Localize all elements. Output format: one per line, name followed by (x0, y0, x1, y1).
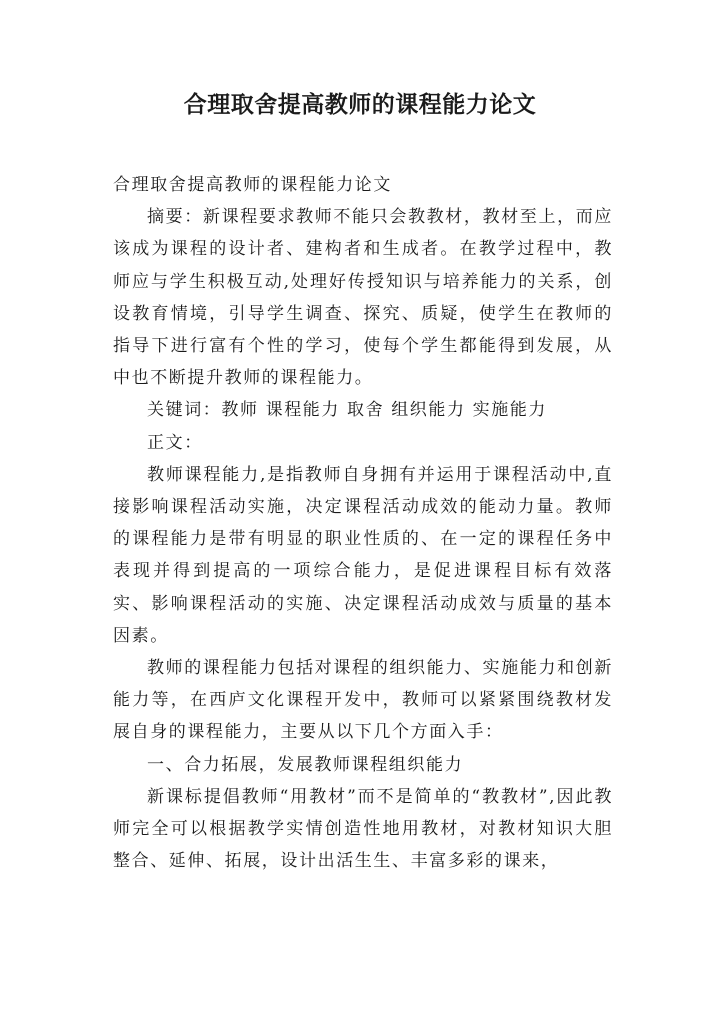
paragraph-components: 教师的课程能力包括对课程的组织能力、实施能力和创新能力等，在西庐文化课程开发中，教师可以紧紧围绕教材发展自身的课程能力，主要从以下几个方面入手： (113, 658, 613, 743)
paragraph-abstract: 摘要：新课程要求教师不能只会教教材，教材至上，而应该成为课程的设计者、建构者和生成者。在教学过程中，教师应与学生积极互动,处理好传授知识与培养能力的关系，创设教育情境，引导学生调查、探究、质疑，使学生在教师的指导下进行富有个性的学习，使每个学生都能得到发展，从中也不断提升教师的课程能力。 (113, 207, 613, 389)
paragraph-body-label: 正文： (147, 432, 203, 453)
paragraph-section-one: 新课标提倡教师“用教材”而不是简单的“教教材”,因此教师完全可以根据教学实情创造性地用教材，对教材知识大胆整合、延伸、拓展，设计出活生生、丰富多彩的课来， (113, 786, 613, 872)
document-body (113, 169, 613, 877)
paragraph-heading: 合理取舍提高教师的课程能力论文 (113, 175, 392, 195)
document-title: 合理取舍提高教师的课程能力论文 (183, 92, 537, 118)
paragraph-definition: 教师课程能力,是指教师自身拥有并运用于课程活动中,直接影响课程活动实施，决定课程活动成效的能动力量。教师的课程能力是带有明显的职业性质的、在一定的课程任务中表现并得到提高的一项综合能力，是促进课程目标有效落实、影响课程活动的实施、决定课程活动成效与质量的基本因素。 (113, 464, 613, 646)
paragraph-keywords: 关键词：教师 课程能力 取舍 组织能力 实施能力 (147, 400, 548, 421)
section-heading-one: 一、合力拓展，发展教师课程组织能力 (147, 754, 464, 775)
